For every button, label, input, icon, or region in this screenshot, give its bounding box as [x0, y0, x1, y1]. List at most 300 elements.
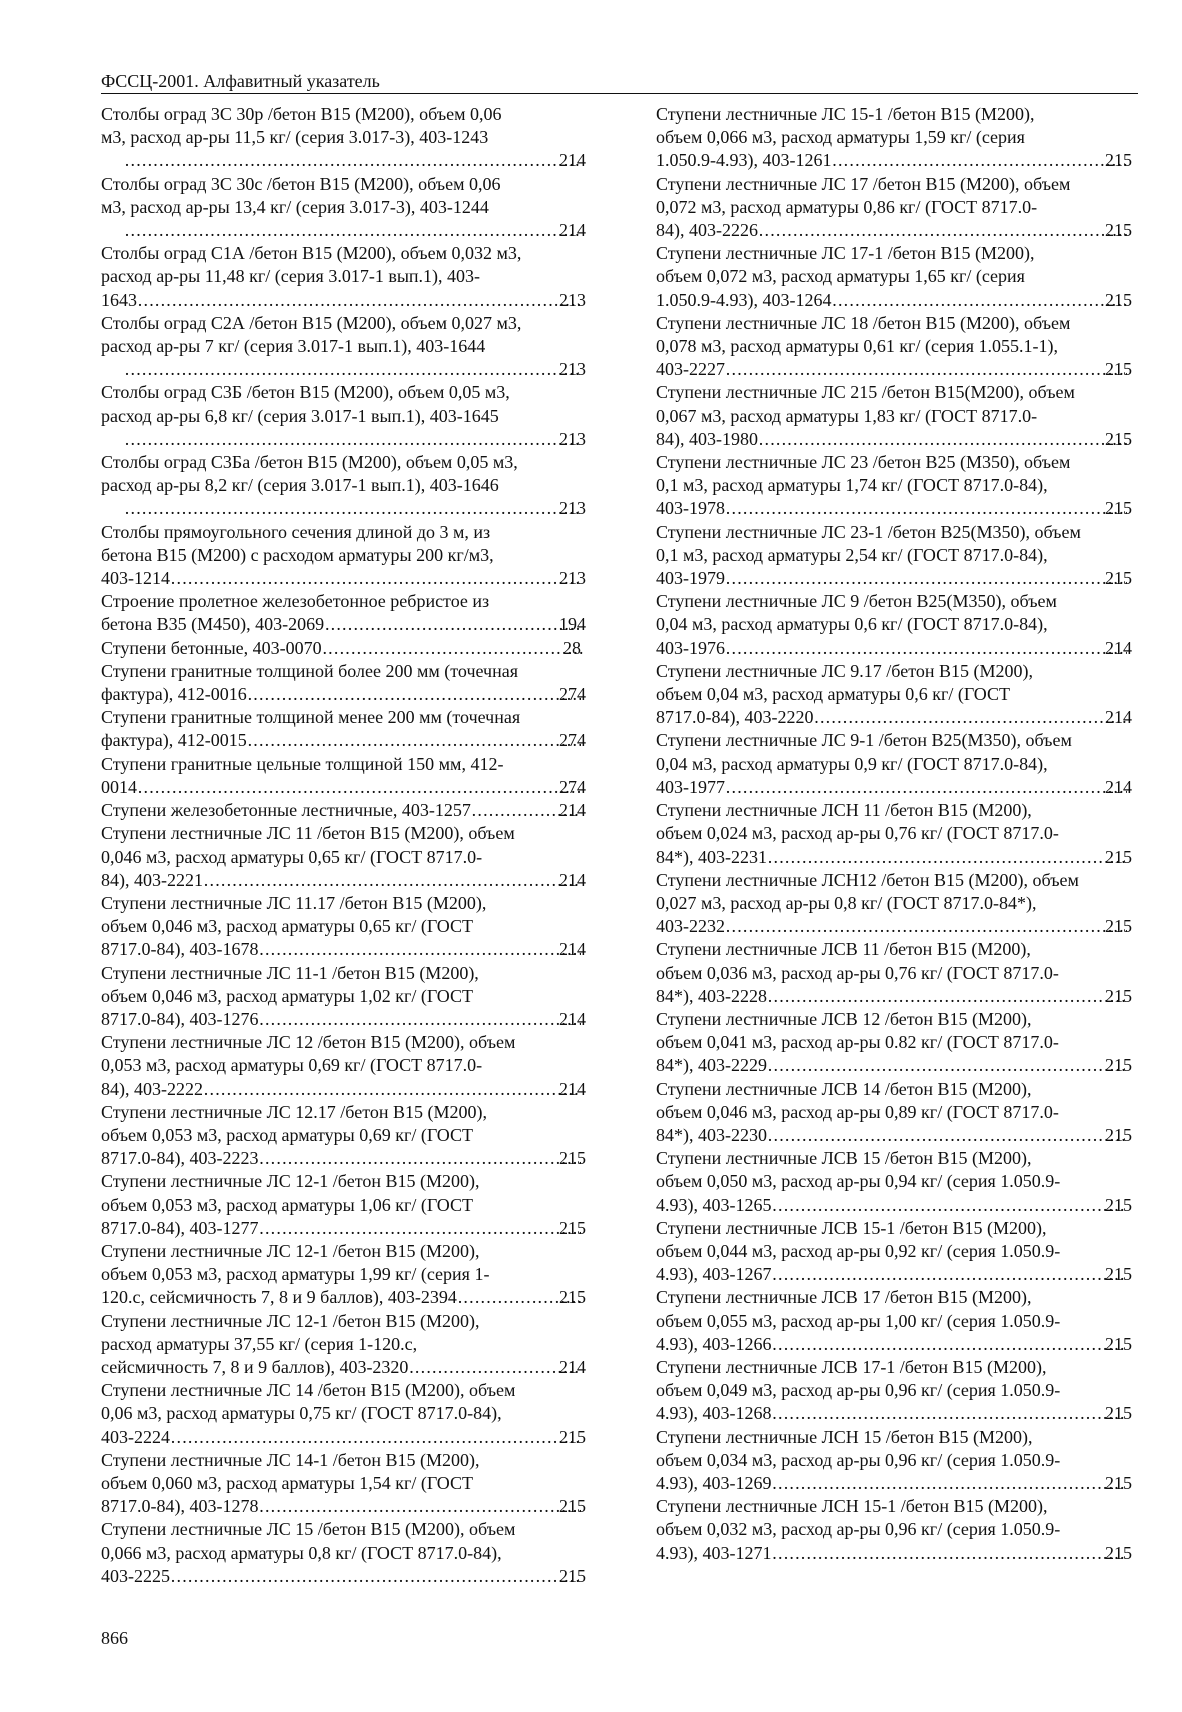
entry-text-line: Ступени лестничные ЛС 14 /бетон В15 (М200), объем [101, 1380, 516, 1401]
dot-leader [204, 869, 581, 892]
entry-text-line: Ступени лестничные ЛС 12 /бетон В15 (М200), объем [101, 1032, 516, 1053]
index-entry [101, 1101, 586, 1171]
entry-tail-text: 403-1979 [656, 568, 725, 589]
index-entry [101, 1449, 586, 1519]
entry-last-line [101, 1286, 586, 1309]
entry-text-line: 0,1 м3, расход арматуры 1,74 кг/ (ГОСТ 8717.0-84), [656, 475, 1048, 496]
entry-text-line: Ступени лестничные ЛС 17-1 /бетон В15 (М200), [656, 243, 1035, 264]
entry-last-line [124, 149, 586, 172]
index-entry [101, 706, 586, 752]
index-entry [656, 590, 1132, 660]
dot-leader [773, 1472, 1128, 1495]
dot-leader [125, 358, 581, 381]
entry-last-line [656, 1542, 1132, 1565]
index-entry [656, 869, 1132, 939]
index-entry [656, 1495, 1132, 1565]
entry-last-line [656, 428, 1132, 451]
entry-text-line: расход арматуры 37,55 кг/ (серия 1-120.с, [101, 1333, 418, 1354]
entry-page-ref: 215 [1105, 150, 1132, 171]
index-entry [101, 962, 586, 1032]
entry-text-line: 0,027 м3, расход ар-ры 0,8 кг/ (ГОСТ 8717.0-84*), [656, 892, 1037, 913]
dot-leader [171, 567, 581, 590]
entry-text-line: м3, расход ар-ры 13,4 кг/ (серия 3.017-3), 403-1244 [101, 196, 489, 217]
entry-text-line: Ступени лестничные ЛС 11 /бетон В15 (М200), объем [101, 823, 515, 844]
index-entry [101, 312, 586, 382]
entry-text-line: объем 0,036 м3, расход ар-ры 0,76 кг/ (ГОСТ 8717.0- [656, 962, 1059, 983]
entry-page-ref: 214 [1105, 776, 1132, 797]
entry-tail-text: 0014 [101, 776, 137, 797]
entry-text-line: Ступени лестничные ЛС 9.17 /бетон В15 (М200), [656, 660, 1033, 681]
entry-last-line [656, 1054, 1132, 1077]
entry-last-line [101, 1495, 586, 1518]
entry-page-ref: 215 [1105, 289, 1132, 310]
entry-last-line [124, 219, 586, 242]
index-entry [656, 173, 1132, 243]
entry-page-ref: 213 [559, 359, 586, 380]
index-entry [101, 173, 586, 243]
entry-page-ref: 215 [1105, 985, 1132, 1006]
entry-text-line: объем 0,046 м3, расход арматуры 0,65 кг/ (ГОСТ [101, 916, 474, 937]
header-title: ФССЦ-2001. Алфавитный указатель [101, 71, 380, 91]
entry-tail-text: 84), 403-2221 [101, 869, 203, 890]
entry-text-line: объем 0,049 м3, расход ар-ры 0,96 кг/ (серия 1.050.9- [656, 1380, 1061, 1401]
dot-leader [768, 985, 1127, 1008]
entry-text-line: расход ар-ры 6,8 кг/ (серия 3.017-1 вып.1), 403-1645 [101, 405, 499, 426]
entry-page-ref: 214 [559, 1078, 586, 1099]
entry-text-line: Ступени лестничные ЛСВ 12 /бетон В15 (М200), [656, 1008, 1032, 1029]
index-entry [101, 1310, 586, 1380]
entry-text-line: Ступени лестничные ЛСН 15-1 /бетон В15 (М200), [656, 1496, 1048, 1517]
index-entry [101, 1240, 586, 1310]
entry-text-line: расход ар-ры 7 кг/ (серия 3.017-1 вып.1), 403-1644 [101, 336, 486, 357]
entry-last-line [101, 613, 586, 636]
dot-leader [814, 706, 1127, 729]
entry-last-line [656, 985, 1132, 1008]
index-entry [656, 799, 1132, 869]
entry-tail-text: 403-1976 [656, 637, 725, 658]
dot-leader [204, 1078, 581, 1101]
index-entry [656, 451, 1132, 521]
dot-leader [248, 683, 581, 706]
entry-tail-text: 4.93), 403-1267 [656, 1264, 772, 1285]
index-entry [101, 1031, 586, 1101]
entry-tail-text: 8717.0-84), 403-2223 [101, 1148, 259, 1169]
entry-last-line [656, 567, 1132, 590]
entry-text-line: Столбы оград 3С 30с /бетон В15 (М200), объем 0,06 [101, 173, 501, 194]
entry-page-ref: 213 [559, 568, 586, 589]
dot-leader [325, 613, 581, 636]
entry-text-line: объем 0,053 м3, расход арматуры 1,99 кг/ (серия 1- [101, 1264, 490, 1285]
dot-leader [759, 428, 1127, 451]
dot-leader [768, 1054, 1127, 1077]
entry-page-ref: 214 [559, 1008, 586, 1029]
dot-leader [773, 1402, 1128, 1425]
dot-leader [773, 1194, 1128, 1217]
index-entry [101, 660, 586, 706]
entry-text-line: м3, расход ар-ры 11,5 кг/ (серия 3.017-3), 403-1243 [101, 127, 489, 148]
index-entry [101, 799, 586, 822]
entry-tail-text: 4.93), 403-1266 [656, 1333, 772, 1354]
entry-tail-text: 120.с, сейсмичность 7, 8 и 9 баллов), 403-2394 [101, 1287, 457, 1308]
entry-last-line [656, 219, 1132, 242]
entry-last-line [101, 729, 586, 752]
entry-last-line [124, 497, 586, 520]
entry-text-line: 0,04 м3, расход арматуры 0,6 кг/ (ГОСТ 8717.0-84), [656, 614, 1048, 635]
entry-page-ref: 215 [1105, 1055, 1132, 1076]
entry-text-line: Строение пролетное железобетонное ребристое из [101, 591, 490, 612]
entry-last-line [101, 1147, 586, 1170]
entry-last-line [656, 149, 1132, 172]
entry-text-line: Ступени лестничные ЛСН12 /бетон В15 (М200), объем [656, 869, 1079, 890]
entry-tail-text: 8717.0-84), 403-1678 [101, 939, 259, 960]
entry-last-line [656, 706, 1132, 729]
entry-text-line: Ступени лестничные ЛСН 11 /бетон В15 (М200), [656, 800, 1032, 821]
entry-page-ref: 214 [559, 150, 586, 171]
dot-leader [832, 289, 1127, 312]
entry-page-ref: 213 [559, 498, 586, 519]
entry-last-line [656, 1263, 1132, 1286]
entry-page-ref: 214 [559, 1356, 586, 1377]
entry-page-ref: 215 [1105, 1472, 1132, 1493]
index-entry [101, 103, 586, 173]
entry-text-line: 0,046 м3, расход арматуры 0,65 кг/ (ГОСТ 8717.0- [101, 846, 483, 867]
entry-page-ref: 215 [1105, 1194, 1132, 1215]
entry-last-line [656, 358, 1132, 381]
entry-tail-text: 4.93), 403-1268 [656, 1403, 772, 1424]
entry-text-line: бетона В15 (М200) с расходом арматуры 200 кг/м3, [101, 544, 494, 565]
entry-tail-text: фактура), 412-0015 [101, 730, 247, 751]
entry-page-ref: 215 [559, 1565, 586, 1586]
entry-text-line: объем 0,044 м3, расход ар-ры 0,92 кг/ (серия 1.050.9- [656, 1240, 1061, 1261]
entry-text-line: объем 0,046 м3, расход арматуры 1,02 кг/ (ГОСТ [101, 985, 474, 1006]
entry-last-line [101, 1008, 586, 1031]
entry-text-line: объем 0,041 м3, расход ар-ры 0.82 кг/ (ГОСТ 8717.0- [656, 1032, 1059, 1053]
page-header [101, 70, 1138, 94]
index-entry [656, 1147, 1132, 1217]
entry-tail-text: 8717.0-84), 403-1276 [101, 1008, 259, 1029]
entry-text-line: Ступени лестничные ЛСВ 15 /бетон В15 (М200), [656, 1148, 1032, 1169]
entry-last-line [656, 1472, 1132, 1495]
index-entry [101, 822, 586, 892]
entry-text-line: Ступени лестничные ЛС 17 /бетон В15 (М200), объем [656, 173, 1071, 194]
dot-leader [259, 1495, 581, 1518]
index-entry [101, 1518, 586, 1588]
entry-tail-text: 403-1978 [656, 498, 725, 519]
entry-last-line [656, 289, 1132, 312]
entry-text-line: объем 0,034 м3, расход ар-ры 0,96 кг/ (серия 1.050.9- [656, 1449, 1061, 1470]
entry-tail-text: 84), 403-2226 [656, 220, 758, 241]
index-column-left [101, 103, 586, 1588]
entry-tail-text: 1643 [101, 289, 137, 310]
dot-leader [726, 567, 1127, 590]
entry-page-ref: 215 [1105, 428, 1132, 449]
entry-last-line [101, 289, 586, 312]
entry-page-ref: 215 [559, 1496, 586, 1517]
index-entry [101, 451, 586, 521]
entry-text-line: Ступени лестничные ЛС 9-1 /бетон В25(М350), объем [656, 730, 1072, 751]
entry-text-line: Столбы оград С2А /бетон В15 (М200), объем 0,027 м3, [101, 312, 522, 333]
entry-page-ref: 274 [559, 730, 586, 751]
entry-text-line: объем 0,055 м3, расход ар-ры 1,00 кг/ (серия 1.050.9- [656, 1310, 1061, 1331]
index-entry [656, 1008, 1132, 1078]
dot-leader [323, 637, 585, 660]
entry-text-line: 0,04 м3, расход арматуры 0,9 кг/ (ГОСТ 8717.0-84), [656, 753, 1048, 774]
entry-page-ref: 214 [559, 869, 586, 890]
index-entry [656, 729, 1132, 799]
entry-last-line [101, 1426, 586, 1449]
entry-tail-text: 4.93), 403-1265 [656, 1194, 772, 1215]
entry-tail-text: 8717.0-84), 403-1277 [101, 1217, 259, 1238]
index-entry [101, 242, 586, 312]
entry-page-ref: 213 [559, 428, 586, 449]
entry-text-line: Ступени гранитные цельные толщиной 150 мм, 412- [101, 753, 504, 774]
entry-text-line: Столбы оград 3С 30р /бетон В15 (М200), объем 0,06 [101, 104, 502, 124]
entry-tail-text: 403-2227 [656, 359, 725, 380]
dot-leader [248, 729, 581, 752]
entry-text-line: Ступени лестничные ЛСН 15 /бетон В15 (М200), [656, 1426, 1033, 1447]
index-entry [656, 381, 1132, 451]
entry-last-line [656, 1333, 1132, 1356]
entry-page-ref: 215 [1105, 359, 1132, 380]
index-column-right [656, 103, 1132, 1565]
entry-text-line: объем 0,060 м3, расход арматуры 1,54 кг/ (ГОСТ [101, 1472, 474, 1493]
dot-leader [125, 149, 581, 172]
entry-text-line: Ступени гранитные толщиной более 200 мм (точечная [101, 660, 519, 681]
dot-leader [138, 776, 581, 799]
entry-tail-text: 1.050.9-4.93), 403-1264 [656, 289, 832, 310]
dot-leader [768, 846, 1127, 869]
entry-last-line: Ступени бетонные, 403-0070 ..... 28 [124, 637, 586, 660]
entry-last-line [656, 776, 1132, 799]
dot-leader [759, 219, 1127, 242]
entry-page-ref: 214 [1105, 707, 1132, 728]
index-entry [656, 1078, 1132, 1148]
index-entry [101, 1170, 586, 1240]
entry-tail-text: Ступени бетонные, 403-0070 [101, 637, 322, 658]
entry-last-line [101, 683, 586, 706]
entry-page-ref: 274 [559, 684, 586, 705]
entry-tail-text: 84*), 403-2228 [656, 985, 767, 1006]
entry-last-line [124, 428, 586, 451]
entry-last-line [101, 1356, 586, 1379]
entry-last-line [656, 1194, 1132, 1217]
entry-text-line: Ступени лестничные ЛС 12-1 /бетон В15 (М200), [101, 1171, 480, 1192]
entry-text-line: 0,072 м3, расход арматуры 0,86 кг/ (ГОСТ 8717.0- [656, 196, 1038, 217]
entry-page-ref: 215 [559, 1287, 586, 1308]
dot-leader [259, 938, 581, 961]
index-entry [101, 753, 586, 799]
entry-text-line: Ступени гранитные толщиной менее 200 мм (точечная [101, 707, 521, 728]
index-entry [656, 1426, 1132, 1496]
dot-leader [138, 289, 581, 312]
entry-page-ref: 215 [1105, 1264, 1132, 1285]
entry-text-line: объем 0,053 м3, расход арматуры 1,06 кг/ (ГОСТ [101, 1194, 474, 1215]
entry-last-line [101, 1078, 586, 1101]
entry-page-ref: 214 [559, 800, 586, 821]
dot-leader [171, 1565, 581, 1588]
entry-last-line [656, 1402, 1132, 1425]
entry-page-ref: 215 [1105, 1333, 1132, 1354]
entry-last-line [101, 1217, 586, 1240]
entry-text-line: объем 0,024 м3, расход ар-ры 0,76 кг/ (ГОСТ 8717.0- [656, 823, 1059, 844]
entry-text-line: Столбы оград С3Б /бетон В15 (М200), объем 0,05 м3, [101, 382, 510, 403]
dot-leader [773, 1542, 1128, 1565]
entry-last-line [656, 915, 1132, 938]
entry-text-line: объем 0,066 м3, расход арматуры 1,59 кг/ (серия [656, 127, 1025, 148]
index-entry [101, 1379, 586, 1449]
entry-text-line: Ступени лестничные ЛС 12-1 /бетон В15 (М200), [101, 1310, 480, 1331]
entry-text-line: 0,078 м3, расход арматуры 0,61 кг/ (серия 1.055.1-1), [656, 336, 1059, 357]
index-entry [656, 1286, 1132, 1356]
index-entry [101, 892, 586, 962]
entry-text-line: 0,066 м3, расход арматуры 0,8 кг/ (ГОСТ 8717.0-84), [101, 1542, 502, 1563]
dot-leader [259, 1147, 581, 1170]
entry-text-line: Ступени лестничные ЛС 215 /бетон В15(М200), объем [656, 382, 1075, 403]
entry-text-line: Ступени лестничные ЛС 12-1 /бетон В15 (М200), [101, 1240, 480, 1261]
index-entry [656, 521, 1132, 591]
entry-text-line: Ступени лестничные ЛСВ 11 /бетон В15 (М200), [656, 939, 1031, 960]
entry-page-ref: 215 [1105, 846, 1132, 867]
entry-text-line: Ступени лестничные ЛСВ 14 /бетон В15 (М200), [656, 1078, 1032, 1099]
index-entry [101, 637, 586, 660]
entry-page-ref: 215 [559, 1426, 586, 1447]
entry-tail-text: 403-2225 [101, 1565, 170, 1586]
entry-page-ref: 215 [1105, 220, 1132, 241]
entry-tail-text: 403-1214 [101, 568, 170, 589]
index-entry [101, 590, 586, 636]
dot-leader [125, 219, 581, 242]
entry-last-line [101, 567, 586, 590]
entry-page-ref: 215 [1105, 916, 1132, 937]
entry-tail-text: 403-1977 [656, 776, 725, 797]
entry-text-line: Ступени лестничные ЛС 23-1 /бетон В25(М350), объем [656, 521, 1081, 542]
entry-tail-text: 84), 403-1980 [656, 428, 758, 449]
entry-text-line: 0,06 м3, расход арматуры 0,75 кг/ (ГОСТ 8717.0-84), [101, 1403, 502, 1424]
entry-text-line: Ступени лестничные ЛС 12.17 /бетон В15 (М200), [101, 1101, 487, 1122]
entry-page-ref: 215 [1105, 1403, 1132, 1424]
entry-tail-text: 1.050.9-4.93), 403-1261 [656, 150, 832, 171]
entry-text-line: Ступени лестничные ЛС 18 /бетон В15 (М200), объем [656, 312, 1071, 333]
entry-page-ref: 213 [559, 289, 586, 310]
entry-tail-text: 84*), 403-2231 [656, 846, 767, 867]
entry-text-line: расход ар-ры 11,48 кг/ (серия 3.017-1 вып.1), 403- [101, 266, 481, 287]
dot-leader [409, 1356, 581, 1379]
index-entry [656, 312, 1132, 382]
entry-text-line: Ступени лестничные ЛСВ 17-1 /бетон В15 (М200), [656, 1356, 1047, 1377]
entry-tail-text: 4.93), 403-1269 [656, 1472, 772, 1493]
entry-text-line: объем 0,032 м3, расход ар-ры 0,96 кг/ (серия 1.050.9- [656, 1519, 1061, 1540]
dot-leader [773, 1263, 1128, 1286]
entry-text-line: Ступени лестничные ЛС 11.17 /бетон В15 (М200), [101, 892, 487, 913]
entry-text-line: объем 0,072 м3, расход арматуры 1,65 кг/ (серия [656, 266, 1025, 287]
entry-text-line: объем 0,04 м3, расход арматуры 0,6 кг/ (ГОСТ [656, 684, 1011, 705]
dot-leader [125, 428, 581, 451]
entry-last-line [101, 799, 586, 822]
index-entry [656, 1217, 1132, 1287]
entry-tail-text: Ступени железобетонные лестничные, 403-1257 [101, 800, 471, 821]
entry-tail-text: 8717.0-84), 403-1278 [101, 1496, 259, 1517]
entry-tail-text: сейсмичность 7, 8 и 9 баллов), 403-2320 [101, 1356, 409, 1377]
entry-page-ref: 194 [559, 614, 586, 635]
dot-leader [726, 776, 1127, 799]
entry-text-line: Столбы прямоугольного сечения длиной до 3 м, из [101, 521, 491, 542]
entry-text-line: 0,067 м3, расход арматуры 1,83 кг/ (ГОСТ 8717.0- [656, 405, 1038, 426]
entry-tail-text: 403-2224 [101, 1426, 170, 1447]
entry-page-ref: 214 [1105, 637, 1132, 658]
entry-text-line: 0,1 м3, расход арматуры 2,54 кг/ (ГОСТ 8717.0-84), [656, 544, 1048, 565]
entry-tail-text: 4.93), 403-1271 [656, 1542, 772, 1563]
entry-text-line: Столбы оград С3Ба /бетон В15 (М200), объем 0,05 м3, [101, 452, 518, 473]
entry-page-ref: 215 [1105, 498, 1132, 519]
entry-tail-text: фактура), 412-0016 [101, 684, 247, 705]
entry-last-line [101, 1565, 586, 1588]
entry-last-line [656, 846, 1132, 869]
entry-page-ref: 215 [1105, 568, 1132, 589]
entry-text-line: Ступени лестничные ЛСВ 15-1 /бетон В15 (М200), [656, 1217, 1047, 1238]
entry-text-line: Столбы оград С1А /бетон В15 (М200), объем 0,032 м3, [101, 243, 522, 264]
dot-leader [768, 1124, 1127, 1147]
entry-text-line: объем 0,050 м3, расход ар-ры 0,94 кг/ (серия 1.050.9- [656, 1171, 1061, 1192]
dot-leader [726, 915, 1127, 938]
entry-text-line: Ступени лестничные ЛС 14-1 /бетон В15 (М200), [101, 1449, 480, 1470]
entry-last-line [101, 776, 586, 799]
index-entry [656, 103, 1132, 173]
index-entry [656, 1356, 1132, 1426]
entry-last-line [656, 1124, 1132, 1147]
entry-text-line: Ступени лестничные ЛС 23 /бетон В25 (М350), объем [656, 452, 1071, 473]
index-entry [656, 660, 1132, 730]
dot-leader [773, 1333, 1128, 1356]
entry-last-line [124, 358, 586, 381]
entry-text-line: объем 0,053 м3, расход арматуры 0,69 кг/ (ГОСТ [101, 1124, 474, 1145]
entry-last-line [656, 497, 1132, 520]
dot-leader [125, 497, 581, 520]
entry-tail-text: 84), 403-2222 [101, 1078, 203, 1099]
dot-leader [726, 637, 1127, 660]
dot-leader [171, 1426, 581, 1449]
entry-page-ref: 215 [1105, 1542, 1132, 1563]
dot-leader [726, 497, 1127, 520]
entry-text-line: 0,053 м3, расход арматуры 0,69 кг/ (ГОСТ 8717.0- [101, 1055, 483, 1076]
entry-text-line: Ступени лестничные ЛСВ 17 /бетон В15 (М200), [656, 1287, 1032, 1308]
entry-text-line: Ступени лестничные ЛС 15-1 /бетон В15 (М200), [656, 104, 1035, 124]
entry-tail-text: 403-2232 [656, 916, 725, 937]
entry-page-ref: 215 [559, 1217, 586, 1238]
entry-tail-text: 84*), 403-2229 [656, 1055, 767, 1076]
entry-page-ref: 214 [559, 220, 586, 241]
dot-leader [259, 1217, 581, 1240]
entry-page-ref: 215 [559, 1148, 586, 1169]
dot-leader [259, 1008, 581, 1031]
entry-last-line [656, 637, 1132, 660]
page-number: 866 [101, 1628, 128, 1648]
index-entry [656, 242, 1132, 312]
dot-leader [726, 358, 1127, 381]
entry-text-line: Ступени лестничные ЛС 15 /бетон В15 (М200), объем [101, 1519, 516, 1540]
entry-page-ref: 214 [559, 939, 586, 960]
entry-text-line: Ступени лестничные ЛС 11-1 /бетон В15 (М200), [101, 962, 479, 983]
index-entry [656, 938, 1132, 1008]
entry-last-line [101, 869, 586, 892]
entry-text-line: Ступени лестничные ЛС 9 /бетон В25(М350), объем [656, 591, 1057, 612]
entry-page-ref: 274 [559, 776, 586, 797]
entry-text-line: объем 0,046 м3, расход ар-ры 0,89 кг/ (ГОСТ 8717.0- [656, 1101, 1059, 1122]
entry-tail-text: 84*), 403-2230 [656, 1124, 767, 1145]
entry-page-ref: 215 [1105, 1124, 1132, 1145]
index-entry [101, 521, 586, 591]
entry-tail-text: 8717.0-84), 403-2220 [656, 707, 814, 728]
entry-last-line [101, 938, 586, 961]
